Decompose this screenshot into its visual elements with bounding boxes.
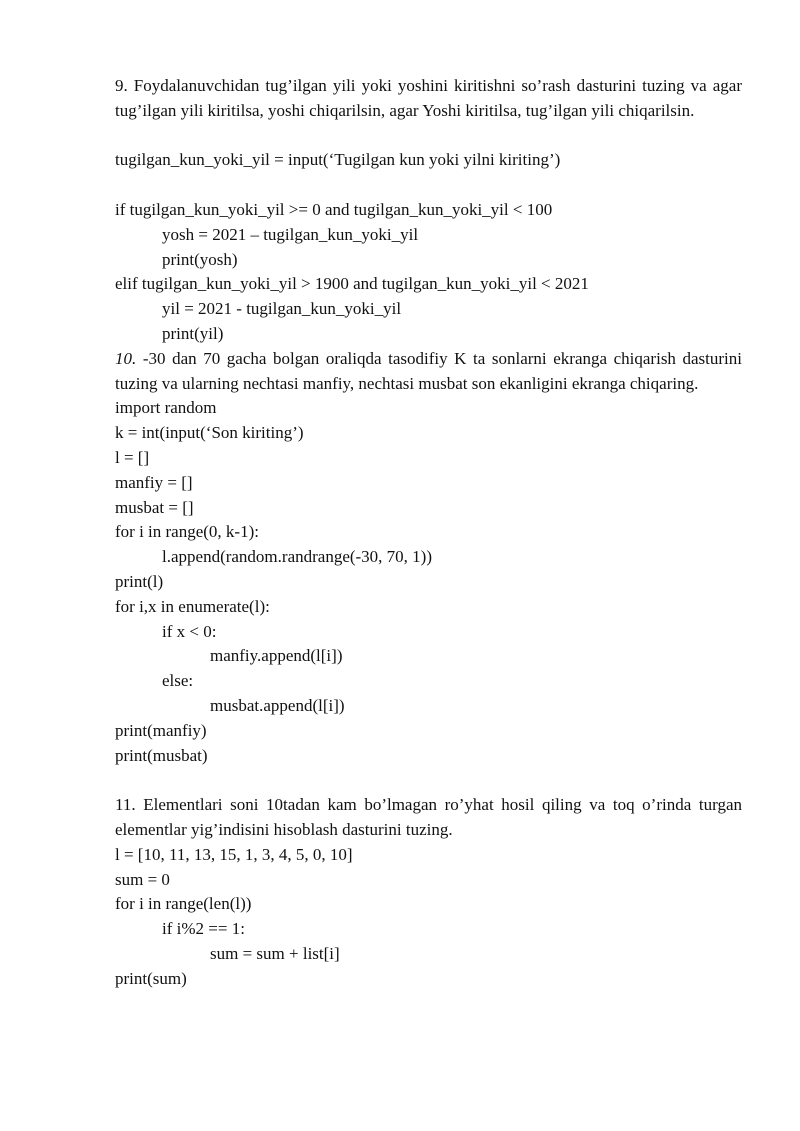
task-9-statement: 9. Foydalanuvchidan tug’ilgan yili yoki yoshini kiritishni so’rash dasturini tuzing va agar tug’ilgan yili kiritilsa, yoshi chiqarilsin, agar Yoshi kiritilsa, tug’ilgan yili chiqarilsin. (115, 76, 742, 120)
code-line: elif tugilgan_kun_yoki_yil > 1900 and tugilgan_kun_yoki_yil < 2021 (115, 274, 589, 294)
code-line: if tugilgan_kun_yoki_yil >= 0 and tugilgan_kun_yoki_yil < 100 (115, 199, 553, 219)
code-line: manfiy.append(l[i]) (210, 646, 343, 666)
document-page (115, 74, 742, 991)
spacer (115, 124, 742, 149)
code-line: sum = sum + list[i] (210, 943, 340, 963)
code-line: l = [] (115, 447, 150, 467)
code-line: print(musbat) (115, 745, 208, 765)
task-10-number: 10. (115, 348, 137, 368)
spacer (115, 173, 742, 198)
code-line: print(l) (115, 571, 164, 591)
code-line: if x < 0: (162, 621, 217, 641)
code-line: yil = 2021 - tugilgan_kun_yoki_yil (162, 299, 402, 319)
code-line: else: (162, 671, 194, 691)
code-line: sum = 0 (115, 869, 170, 889)
code-line: manfiy = [] (115, 472, 193, 492)
code-line: print(sum) (115, 968, 187, 988)
code-line: l = [10, 11, 13, 15, 1, 3, 4, 5, 0, 10] (115, 844, 353, 864)
code-line: for i,x in enumerate(l): (115, 596, 270, 616)
code-line: musbat = [] (115, 497, 194, 517)
task-11-statement: 11. Elementlari soni 10tadan kam bo’lmagan ro’yhat hosil qiling va toq o’rinda turgan elementlar yig’indisini hisoblash dasturini tuzing. (115, 795, 742, 839)
code-line: print(yil) (162, 323, 224, 343)
spacer (115, 768, 742, 793)
task-10-statement (115, 347, 742, 397)
code-line: yosh = 2021 – tugilgan_kun_yoki_yil (162, 224, 419, 244)
code-line: import random (115, 398, 217, 418)
code-line: print(manfiy) (115, 720, 207, 740)
code-line: if i%2 == 1: (162, 919, 245, 939)
code-line: for i in range(len(l)) (115, 894, 252, 914)
code-line: tugilgan_kun_yoki_yil = input(‘Tugilgan kun yoki yilni kiriting’) (115, 150, 561, 170)
code-line: print(yosh) (162, 249, 238, 269)
code-line: musbat.append(l[i]) (210, 695, 345, 715)
code-line: l.append(random.randrange(-30, 70, 1)) (162, 547, 433, 567)
task-10-text: -30 dan 70 gacha bolgan oraliqda tasodifiy K ta sonlarni ekranga chiqarish dasturini tuzing va ularning nechtasi manfiy, nechtasi musbat son ekanligini ekranga chiqaring. (115, 348, 742, 393)
code-line: k = int(input(‘Son kiriting’) (115, 423, 304, 443)
code-line: for i in range(0, k-1): (115, 522, 259, 542)
